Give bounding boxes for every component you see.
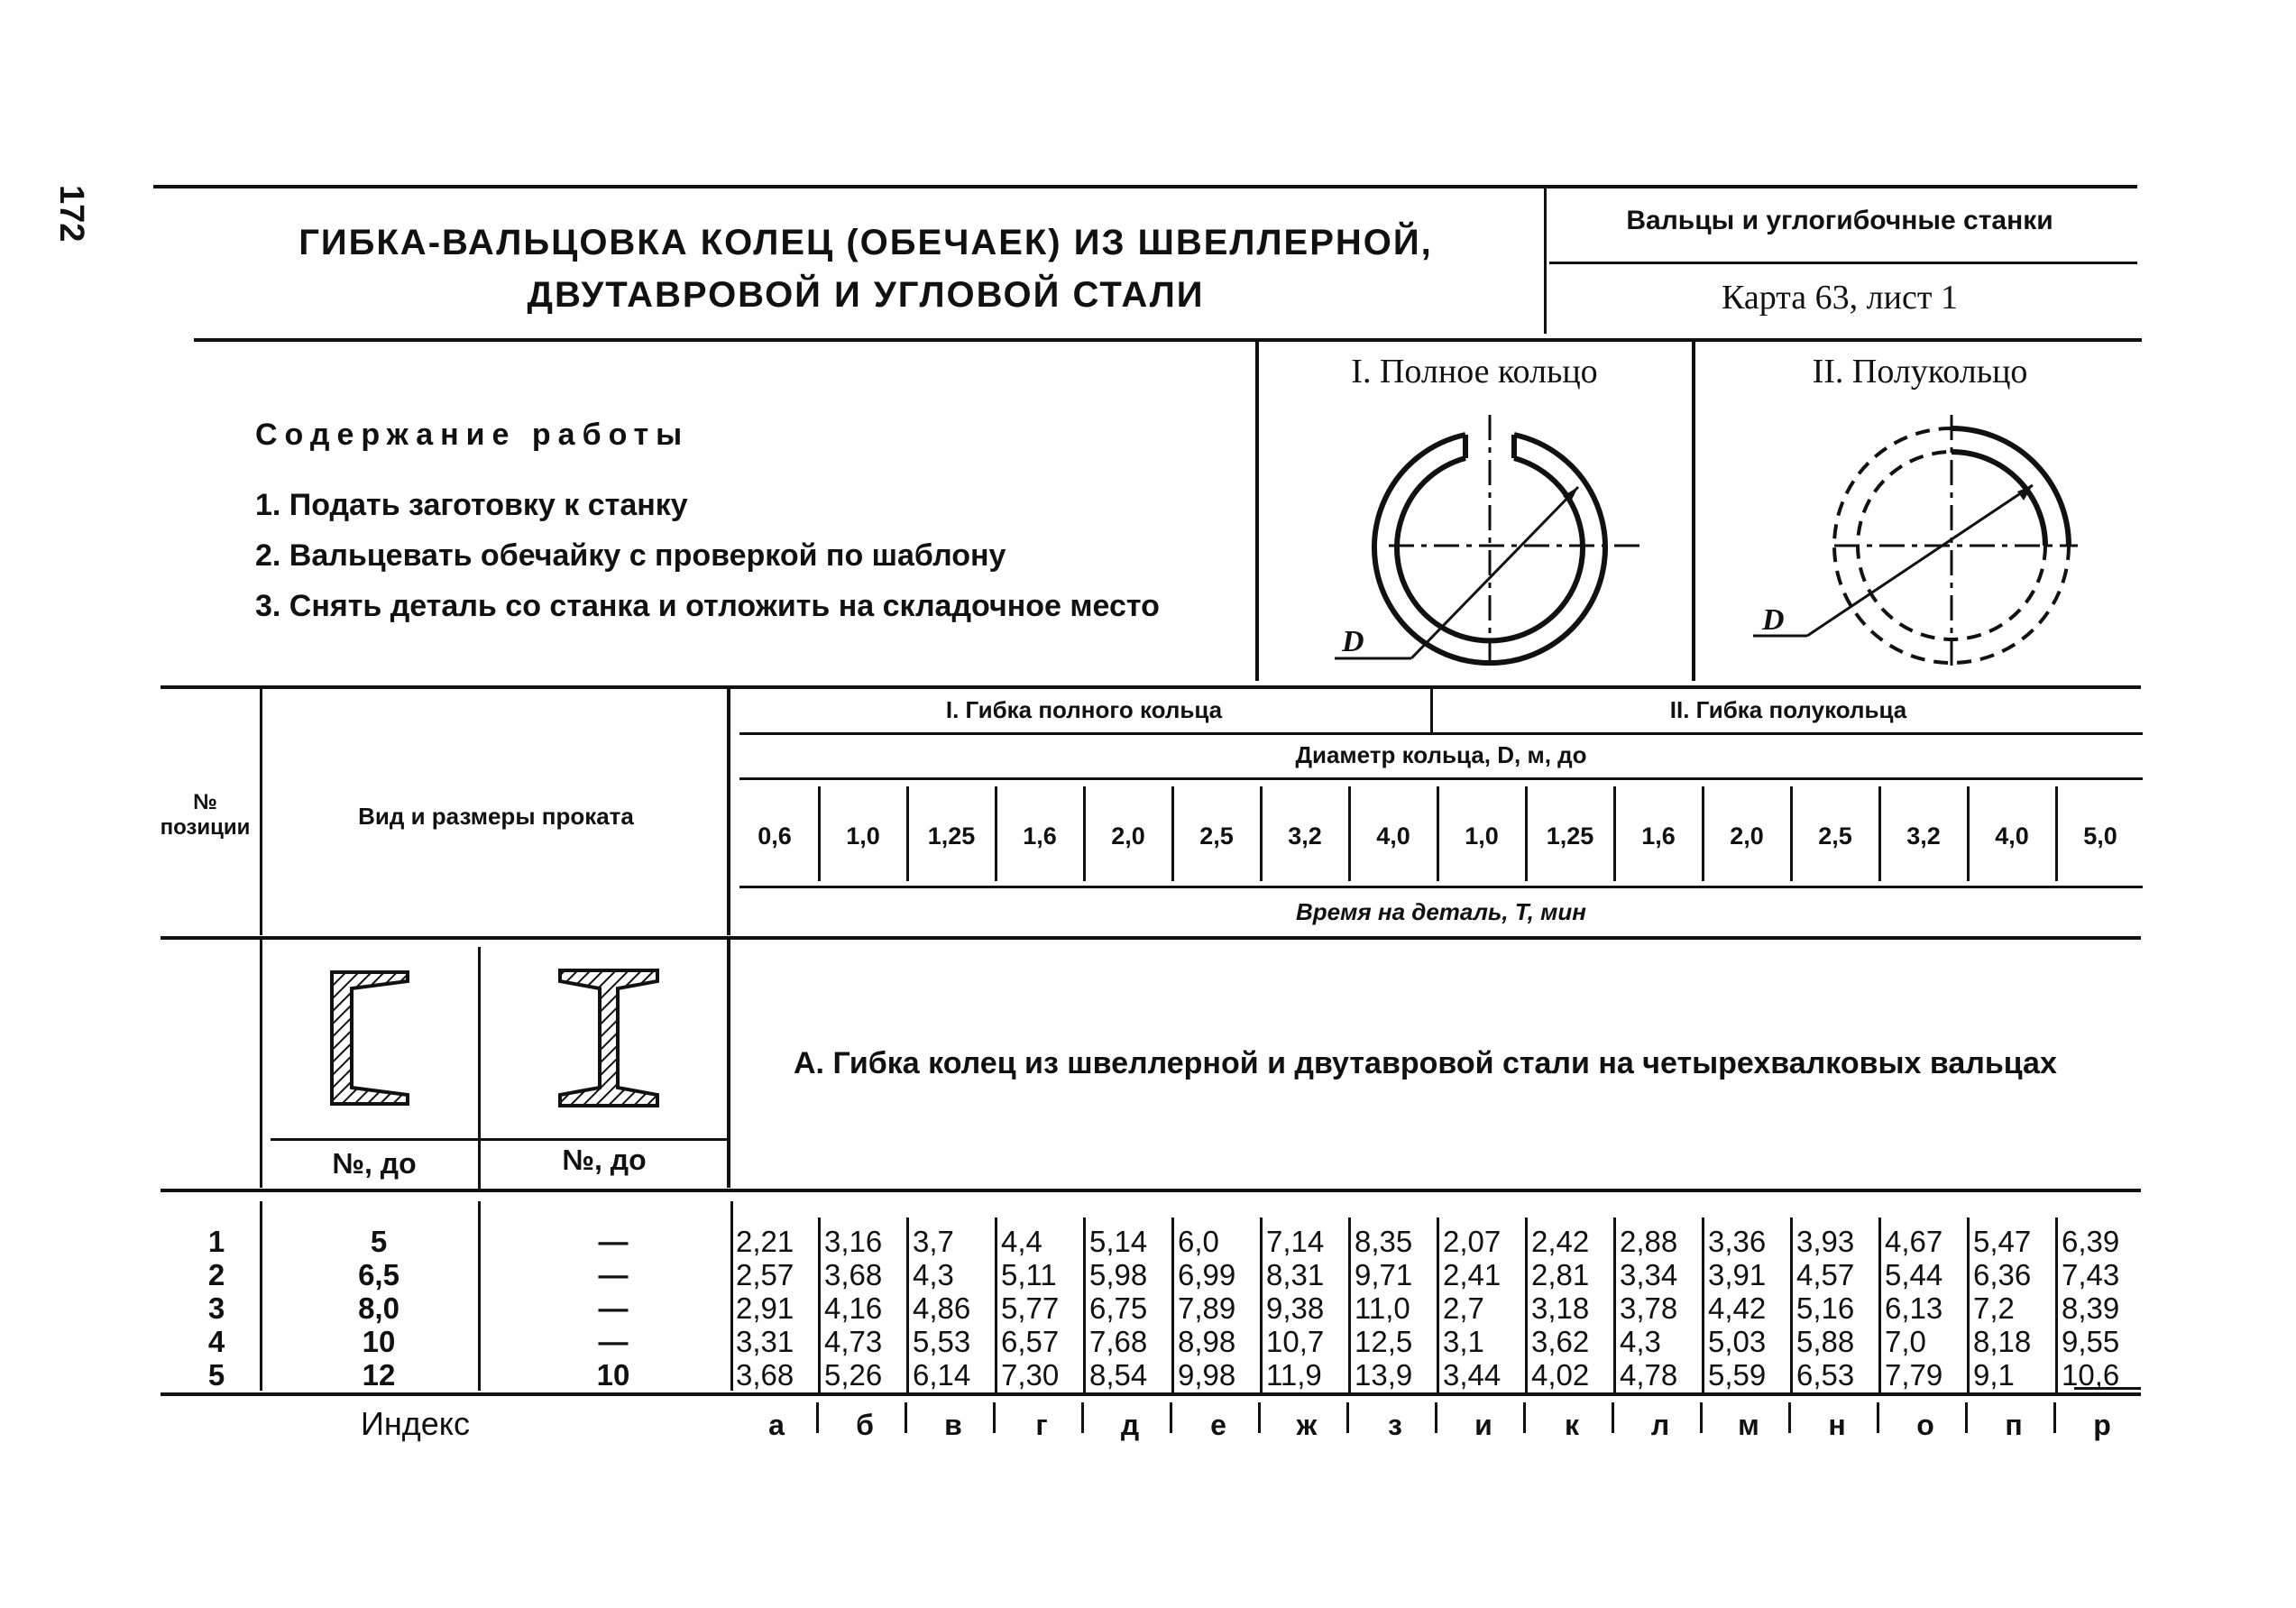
body-bottom-rule — [161, 1392, 2141, 1396]
index-letter: к — [1564, 1409, 1579, 1441]
time-value-cell: 6,57 — [1001, 1325, 1060, 1358]
position-number: 2 — [207, 1258, 225, 1291]
profile-label-rule — [271, 1138, 727, 1141]
profile-header: Вид и размеры проката — [358, 803, 634, 830]
time-value-cell: 2,81 — [1531, 1258, 1590, 1291]
time-value-cell: 5,47 — [1973, 1225, 2032, 1258]
ibeam-size: 10 — [596, 1358, 630, 1392]
data-col-sep — [818, 1217, 821, 1393]
index-letter: б — [856, 1409, 874, 1441]
index-separator — [1258, 1402, 1261, 1433]
time-value-cell: 7,0 — [1885, 1325, 1926, 1358]
data-col-sep — [1967, 1217, 1970, 1393]
diameter-value: 1,25 — [927, 822, 976, 850]
time-value-cell: 3,34 — [1620, 1258, 1678, 1291]
time-value-cell: 6,36 — [1973, 1258, 2032, 1291]
time-value-cell: 6,39 — [2062, 1225, 2120, 1258]
time-value-cell: 3,18 — [1531, 1291, 1590, 1325]
time-value-cell: 9,1 — [1973, 1358, 2015, 1392]
index-letter: н — [1828, 1409, 1846, 1441]
time-value-cell: 3,7 — [913, 1225, 954, 1258]
position-number: 1 — [207, 1225, 225, 1258]
index-separator — [993, 1402, 996, 1433]
index-separator — [1965, 1402, 1968, 1433]
data-col-sep — [1790, 1217, 1793, 1393]
channel-size: 6,5 — [358, 1258, 400, 1291]
index-separator — [1612, 1402, 1614, 1433]
time-value-cell: 5,26 — [824, 1358, 883, 1392]
index-separator — [816, 1402, 819, 1433]
data-col-sep — [1437, 1217, 1439, 1393]
time-value-cell: 6,0 — [1178, 1225, 1219, 1258]
work-content-title: Содержание работы — [255, 418, 690, 452]
time-value-cell: 2,42 — [1531, 1225, 1590, 1258]
time-value-cell: 3,44 — [1443, 1358, 1502, 1392]
body-pos-rule — [260, 1201, 262, 1391]
ibeam-size: — — [598, 1291, 629, 1325]
index-letter: л — [1650, 1409, 1670, 1441]
time-value-cell: 8,39 — [2062, 1291, 2120, 1325]
diameter-value: 1,6 — [1023, 822, 1057, 850]
time-value-cell: 5,59 — [1708, 1358, 1767, 1392]
time-value-cell: 2,88 — [1620, 1225, 1678, 1258]
time-value-cell: 13,9 — [1355, 1358, 1413, 1392]
time-value-cell: 4,78 — [1620, 1358, 1678, 1392]
page-number: 172 — [52, 185, 90, 243]
time-value-cell: 8,18 — [1973, 1325, 2032, 1358]
index-letter: в — [944, 1409, 962, 1441]
body-mid-rule — [478, 1201, 481, 1391]
time-value-cell: 10,6 — [2062, 1358, 2120, 1392]
time-value-cell: 7,43 — [2062, 1258, 2120, 1291]
time-value-cell: 4,3 — [913, 1258, 954, 1291]
time-value-cell: 4,02 — [1531, 1358, 1590, 1392]
time-value-cell: 3,68 — [736, 1358, 794, 1392]
index-letter: и — [1474, 1409, 1492, 1441]
position-number: 3 — [207, 1291, 225, 1325]
group-header-rule — [739, 732, 2143, 735]
header-mid-rule — [1549, 262, 2137, 264]
diameter-header-rule — [739, 777, 2143, 780]
time-value-cell: 5,14 — [1089, 1225, 1148, 1258]
time-value-cell: 3,93 — [1796, 1225, 1855, 1258]
time-value-cell: 3,36 — [1708, 1225, 1767, 1258]
content-divider — [1255, 338, 1259, 681]
data-col-sep — [1613, 1217, 1616, 1393]
body-data-rule — [730, 1201, 733, 1391]
work-step: 1. Подать заготовку к станку — [255, 488, 688, 522]
time-value-cell: 2,7 — [1443, 1291, 1484, 1325]
data-col-sep — [995, 1217, 997, 1393]
index-letter: е — [1210, 1409, 1226, 1441]
full-ring-title: I. Полное кольцо — [1351, 353, 1598, 391]
table-pos-divider — [260, 687, 262, 935]
index-separator — [1346, 1402, 1349, 1433]
title-line-2: ДВУТАВРОВОЙ И УГЛОВОЙ СТАЛИ — [527, 275, 1205, 315]
diameter-value: 2,5 — [1199, 822, 1234, 850]
index-letter: п — [2005, 1409, 2023, 1441]
time-value-cell: 3,31 — [736, 1325, 794, 1358]
table-profile-divider — [727, 687, 730, 935]
index-separator — [1700, 1402, 1703, 1433]
index-letter: з — [1388, 1409, 1402, 1441]
position-number: 4 — [207, 1325, 225, 1358]
profile-bottom-rule — [161, 1189, 2141, 1192]
channel-size: 10 — [362, 1325, 396, 1358]
ibeam-size: — — [598, 1225, 629, 1258]
index-letter: г — [1035, 1409, 1048, 1441]
figure-divider — [1692, 338, 1695, 681]
time-value-cell: 8,35 — [1355, 1225, 1413, 1258]
time-value-cell: 7,2 — [1973, 1291, 2015, 1325]
time-value-cell: 4,57 — [1796, 1258, 1855, 1291]
time-value-cell: 2,21 — [736, 1225, 794, 1258]
half-ring-diagram — [1699, 397, 2141, 676]
index-letter: р — [2093, 1409, 2111, 1441]
time-value-cell: 5,03 — [1708, 1325, 1767, 1358]
diameter-value: 1,6 — [1641, 822, 1676, 850]
work-steps-list — [255, 480, 1160, 631]
time-value-cell: 6,53 — [1796, 1358, 1855, 1392]
header-divider — [1544, 185, 1547, 334]
page-title — [225, 216, 1506, 321]
diameter-values-rule — [739, 886, 2143, 888]
data-col-sep — [1260, 1217, 1263, 1393]
data-col-sep — [1083, 1217, 1086, 1393]
index-separator — [1788, 1402, 1791, 1433]
time-value-cell: 7,30 — [1001, 1358, 1060, 1392]
channel-size: 12 — [362, 1358, 396, 1392]
diameter-value: 1,0 — [846, 822, 880, 850]
diameter-value: 1,0 — [1465, 822, 1499, 850]
ibeam-number-header: №, до — [562, 1144, 647, 1176]
header-bottom-rule — [161, 936, 2141, 940]
diameter-value: 3,2 — [1906, 822, 1941, 850]
section-a-title: А. Гибка колец из швеллерной и двутавровой стали на четырехвалковых вальцах — [794, 1046, 2057, 1080]
ibeam-size: — — [598, 1325, 629, 1358]
time-value-cell: 3,1 — [1443, 1325, 1484, 1358]
upper-block-top-rule — [194, 338, 2142, 342]
index-separator — [1523, 1402, 1526, 1433]
time-value-cell: 9,38 — [1266, 1291, 1325, 1325]
data-col-sep — [1878, 1217, 1881, 1393]
time-value-cell: 6,13 — [1885, 1291, 1943, 1325]
index-separator — [2053, 1402, 2056, 1433]
time-value-cell: 2,91 — [736, 1291, 794, 1325]
diameter-value: 5,0 — [2083, 822, 2117, 850]
time-value-cell: 9,55 — [2062, 1325, 2120, 1358]
index-letter: о — [1916, 1409, 1934, 1441]
data-col-sep — [2055, 1217, 2058, 1393]
ibeam-size: — — [598, 1258, 629, 1291]
position-number: 5 — [207, 1358, 225, 1392]
time-value-cell: 2,57 — [736, 1258, 794, 1291]
time-value-cell: 4,4 — [1001, 1225, 1042, 1258]
diameter-value: 1,25 — [1546, 822, 1594, 850]
diameter-label: D — [1342, 625, 1364, 658]
time-value-cell: 11,9 — [1266, 1358, 1322, 1392]
time-value-cell: 9,98 — [1178, 1358, 1236, 1392]
time-value-cell: 6,99 — [1178, 1258, 1236, 1291]
data-col-sep — [1348, 1217, 1351, 1393]
data-col-sep — [1525, 1217, 1528, 1393]
index-separator — [1081, 1402, 1084, 1433]
diameter-value: 2,0 — [1730, 822, 1764, 850]
time-value-cell: 5,11 — [1001, 1258, 1057, 1291]
index-letter: а — [768, 1409, 785, 1441]
time-value-cell: 5,16 — [1796, 1291, 1855, 1325]
index-label: Индекс — [361, 1405, 470, 1442]
profile-right-rule — [727, 940, 730, 1188]
time-value-cell: 8,54 — [1089, 1358, 1148, 1392]
channel-size: 5 — [370, 1225, 388, 1258]
time-value-cell: 6,75 — [1089, 1291, 1148, 1325]
profile-left-rule — [260, 940, 262, 1188]
time-value-cell: 3,91 — [1708, 1258, 1767, 1291]
time-value-cell: 11,0 — [1355, 1291, 1410, 1325]
time-value-cell: 5,53 — [913, 1325, 971, 1358]
time-value-cell: 8,98 — [1178, 1325, 1236, 1358]
time-value-cell: 9,71 — [1355, 1258, 1413, 1291]
data-col-sep — [906, 1217, 909, 1393]
group-divider — [1430, 687, 1433, 732]
time-value-cell: 12,5 — [1355, 1325, 1413, 1358]
pos-header-line: позиции — [160, 815, 251, 840]
time-value-cell: 4,3 — [1620, 1325, 1661, 1358]
diameter-value: 0,6 — [758, 822, 792, 850]
time-value-cell: 4,73 — [824, 1325, 883, 1358]
time-value-cell: 4,16 — [824, 1291, 883, 1325]
half-ring-group-header: II. Гибка полукольца — [1669, 696, 1907, 723]
data-col-sep — [1702, 1217, 1704, 1393]
time-value-cell: 3,68 — [824, 1258, 883, 1291]
diameter-value: 4,0 — [1376, 822, 1410, 850]
work-step: 3. Снять деталь со станка и отложить на складочное место — [255, 589, 1160, 623]
time-value-cell: 5,77 — [1001, 1291, 1060, 1325]
time-value-cell: 5,44 — [1885, 1258, 1943, 1291]
channel-number-header: №, до — [332, 1147, 417, 1180]
time-value-cell: 7,89 — [1178, 1291, 1236, 1325]
index-separator — [1170, 1402, 1172, 1433]
time-header: Время на деталь, T, мин — [1296, 898, 1586, 925]
index-separator — [1435, 1402, 1437, 1433]
diameter-header: Диаметр кольца, D, м, до — [1295, 741, 1587, 768]
time-value-cell: 3,16 — [824, 1225, 883, 1258]
diameter-value: 3,2 — [1288, 822, 1322, 850]
time-value-cell: 2,41 — [1443, 1258, 1502, 1291]
work-step: 2. Вальцевать обечайку с проверкой по шаблону — [255, 538, 1006, 573]
full-ring-group-header: I. Гибка полного кольца — [945, 696, 1223, 723]
data-col-sep — [1171, 1217, 1174, 1393]
time-value-cell: 7,14 — [1266, 1225, 1325, 1258]
ibeam-profile-icon — [555, 967, 663, 1111]
time-value-cell: 7,79 — [1885, 1358, 1943, 1392]
machine-type: Вальцы и углогибочные станки — [1626, 206, 2053, 235]
diameter-label: D — [1762, 603, 1785, 637]
diameter-value: 2,5 — [1818, 822, 1852, 850]
time-value-cell: 4,42 — [1708, 1291, 1767, 1325]
profile-mid-rule — [478, 947, 481, 1189]
pos-header — [153, 790, 257, 841]
index-letter: д — [1120, 1409, 1140, 1441]
time-value-cell: 5,88 — [1796, 1325, 1855, 1358]
header-top-rule — [153, 185, 2137, 188]
channel-size: 8,0 — [358, 1291, 400, 1325]
half-ring-title: II. Полукольцо — [1812, 353, 2028, 391]
index-separator — [905, 1402, 907, 1433]
pos-header-line: № — [193, 790, 217, 814]
index-letter: м — [1738, 1409, 1759, 1441]
time-value-cell: 4,86 — [913, 1291, 971, 1325]
time-value-cell: 4,67 — [1885, 1225, 1943, 1258]
index-separator — [1877, 1402, 1879, 1433]
table-top-rule — [161, 685, 2141, 689]
time-value-cell: 2,07 — [1443, 1225, 1502, 1258]
diameter-value: 2,0 — [1111, 822, 1145, 850]
time-value-cell: 3,62 — [1531, 1325, 1590, 1358]
time-value-cell: 5,98 — [1089, 1258, 1148, 1291]
time-value-cell: 10,7 — [1266, 1325, 1325, 1358]
card-number: Карта 63, лист 1 — [1722, 279, 1958, 317]
diameter-value: 4,0 — [1995, 822, 2029, 850]
time-value-cell: 7,68 — [1089, 1325, 1148, 1358]
time-value-cell: 6,14 — [913, 1358, 971, 1392]
channel-profile-icon — [325, 967, 424, 1111]
title-line-1: ГИБКА-ВАЛЬЦОВКА КОЛЕЦ (ОБЕЧАЕК) ИЗ ШВЕЛЛЕРНОЙ, — [298, 223, 1433, 262]
full-ring-diagram — [1263, 397, 1686, 676]
time-value-cell: 8,31 — [1266, 1258, 1325, 1291]
index-letter: ж — [1296, 1409, 1318, 1441]
time-value-cell: 3,78 — [1620, 1291, 1678, 1325]
